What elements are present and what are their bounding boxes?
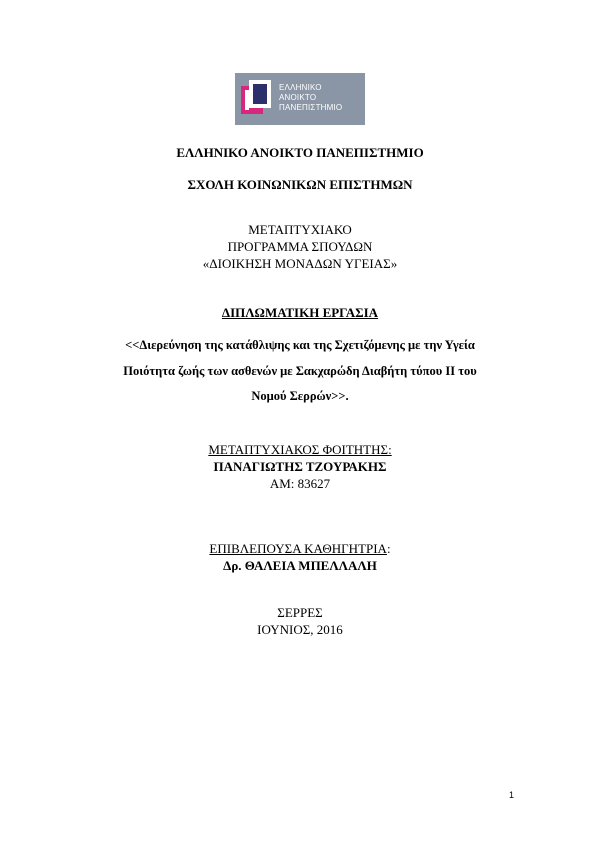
student-id: ΑΜ: 83627 [269, 476, 331, 491]
program-line-3: «ΔΙΟΙΚΗΣΗ ΜΟΝΑΔΩΝ ΥΓΕΙΑΣ» [202, 256, 398, 271]
student-name: ΠΑΝΑΓΙΩΤΗΣ ΤΖΟΥΡΑΚΗΣ [213, 459, 387, 474]
logo-line-1: ΕΛΛΗΝΙΚΟ [279, 83, 322, 92]
thesis-title-line-2: Ποιότητα ζωής των ασθενών με Σακχαρώδη Διαβήτη τύπου ΙΙ του [123, 364, 477, 378]
school-name: ΣΧΟΛΗ ΚΟΙΝΩΝΙΚΩΝ ΕΠΙΣΤΗΜΩΝ [187, 177, 413, 192]
location: ΣΕΡΡΕΣ [277, 605, 323, 620]
thesis-label: ΔΙΠΛΩΜΑΤΙΚΗ ΕΡΓΑΣΙΑ [221, 305, 379, 320]
supervisor-label-row [0, 541, 600, 557]
thesis-title-line-1: <<Διερεύνηση της κατάθλιψης και της Σχετιζόμενης με την Υγεία [125, 338, 475, 352]
program-line-1: ΜΕΤΑΠΤΥΧΙΑΚΟ [248, 222, 352, 237]
supervisor-name: Δρ. ΘΑΛΕΙΑ ΜΠΕΛΛΑΛΗ [223, 558, 377, 573]
program-line-2: ΠΡΟΓΡΑΜΜΑ ΣΠΟΥΔΩΝ [227, 239, 373, 254]
thesis-title-line-3: Νομού Σερρών>>. [251, 389, 349, 403]
logo-emblem-icon [241, 80, 277, 118]
supervisor-label: ΕΠΙΒΛΕΠΟΥΣΑ ΚΑΘΗΓΗΤΡΙΑ [209, 541, 387, 556]
logo-line-2: ΑΝΟΙΚΤΟ [279, 93, 317, 102]
supervisor-colon: : [386, 541, 391, 556]
university-logo [235, 73, 365, 125]
page-number: 1 [508, 790, 514, 800]
date: ΙΟΥΝΙΟΣ, 2016 [257, 622, 343, 637]
student-label: ΜΕΤΑΠΤΥΧΙΑΚΟΣ ΦΟΙΤΗΤΗΣ: [208, 442, 392, 457]
logo-line-3: ΠΑΝΕΠΙΣΤΗΜΙΟ [279, 103, 343, 112]
logo-text [279, 83, 342, 113]
university-name: ΕΛΛΗΝΙΚΟ ΑΝΟΙΚΤΟ ΠΑΝΕΠΙΣΤΗΜΙΟ [176, 145, 424, 160]
